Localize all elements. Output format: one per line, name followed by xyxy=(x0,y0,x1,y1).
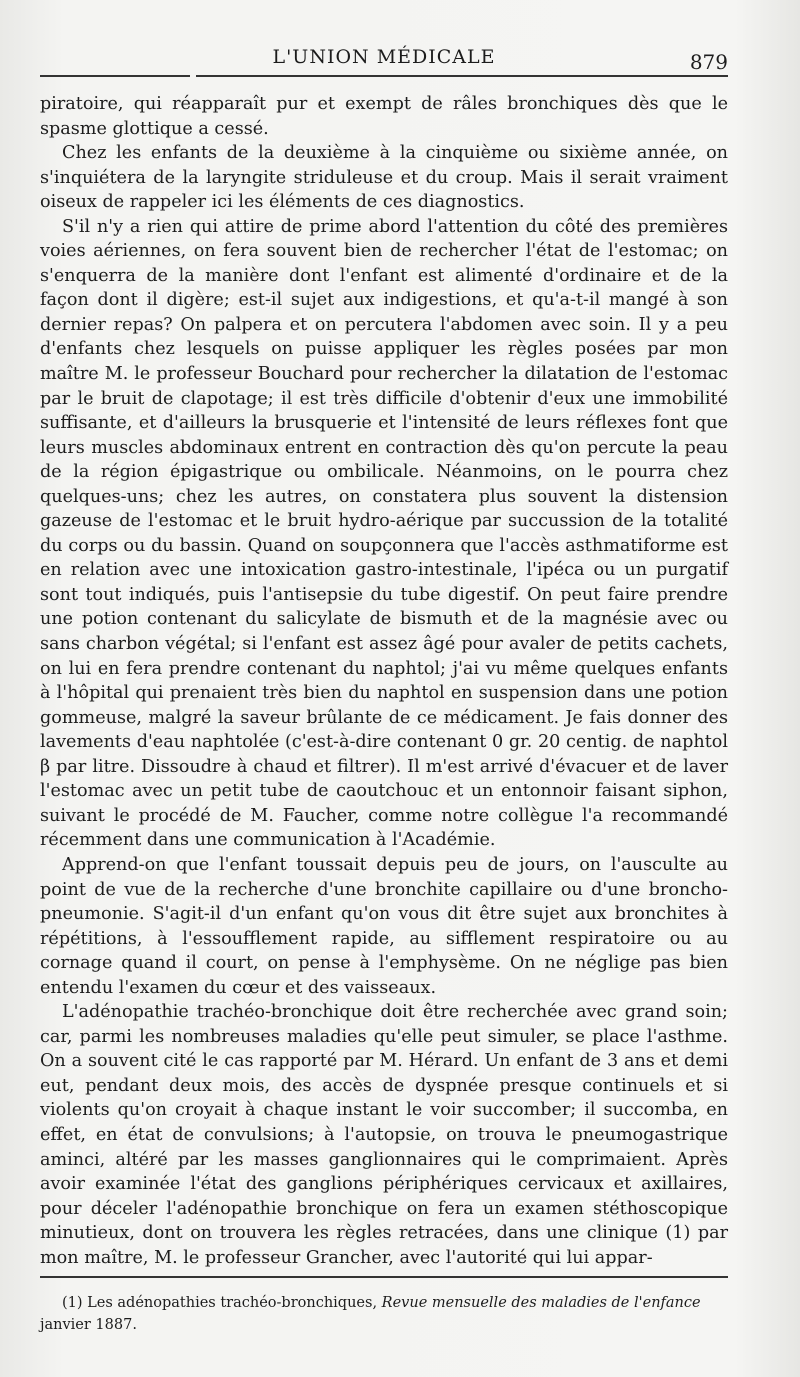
paragraph: L'adénopathie trachéo-bronchique doit être recherchée avec grand soin; car, parmi les nombreuses maladies qu'elle peut simuler, se place l'asthme. On a souvent cité le cas rapporté par M. Hérard. Un enfant de 3 ans et demi eut, pendant deux mois, des accès de dyspnée presque continuels et si violents qu'on croyait à chaque instant le voir succomber; il succomba, en effet, en état de convulsions; à l'autopsie, on trouva le pneumogastrique aminci, altéré par les masses ganglionnaires qui le comprimaient. Après avoir examinée l'état des ganglions périphériques cervicaux et axillaires, pour déceler l'adénopathie bronchique on fera un examen stéthoscopique minutieux, dont on trouvera les règles retracées, dans une clinique (1) par mon maître, M. le professeur Grancher, avec l'autorité qui lui appar- xyxy=(40,1002,728,1268)
paragraph: Chez les enfants de la deuxième à la cinquième ou sixième année, on s'inquiétera de la laryngite striduleuse et du croup. Mais il serait vraiment oiseux de rappeler ici les éléments de ces diagnostics. xyxy=(40,143,728,213)
running-title: L'UNION MÉDICALE xyxy=(272,46,496,68)
header-rule-left xyxy=(40,75,190,77)
paragraph: Apprend-on que l'enfant toussait depuis peu de jours, on l'ausculte au point de vue de la recherche d'une bronchite capillaire ou d'une broncho-pneumonie. S'agit-il d'un enfant qu'on vous dit être sujet aux bronchites à répétitions, à l'essoufflement rapide, au sifflement respiratoire ou au cornage quand il court, on pense à l'emphysème. On ne néglige pas bien entendu l'examen du cœur et des vaisseaux. xyxy=(40,854,728,998)
footnote-date: janvier 1887. xyxy=(40,1317,137,1333)
footnote-lead: (1) Les adénopathies trachéo-bronchiques, xyxy=(62,1295,378,1311)
header-rule-right xyxy=(196,75,728,77)
paragraph-continuation: piratoire, qui réapparaît pur et exempt de râles bronchiques dès que le spasme glottique a cessé. xyxy=(40,94,728,139)
footnote xyxy=(40,1292,728,1336)
footnote-rule xyxy=(40,1276,728,1278)
footnote-journal: Revue mensuelle des maladies de l'enfance xyxy=(381,1295,701,1311)
body-text xyxy=(40,92,728,1270)
footnote-line xyxy=(40,1292,728,1314)
page-number: 879 xyxy=(689,50,728,74)
paragraph: S'il n'y a rien qui attire de prime abord l'attention du côté des premières voies aériennes, on fera souvent bien de rechercher l'état de l'estomac; on s'enquerra de la manière dont l'enfant est alimenté d'ordinaire et de la façon dont il digère; est-il sujet aux indigestions, et qu'a-t-il mangé à son dernier repas? On palpera et on percutera l'abdomen avec soin. Il y a peu d'enfants chez lesquels on puisse appliquer les règles posées par mon maître M. le professeur Bouchard pour rechercher la dilatation de l'estomac par le bruit de clapotage; il est très difficile d'obtenir d'eux une immobilité suffisante, et d'ailleurs la brusquerie et l'intensité de leurs réflexes font que leurs muscles abdominaux entrent en contraction dès qu'on percute la peau de la région épigastrique ou ombilicale. Néanmoins, on le pourra chez quelques-uns; chez les autres, on constatera plus souvent la distension gazeuse de l'estomac et le bruit hydro-aérique par succussion de la totalité du corps ou du bassin. Quand on soupçonnera que l'accès asthmatiforme est en relation avec une intoxication gastro-intestinale, l'ipéca ou un purgatif sont tout indiqués, puis l'antisepsie du tube digestif. On peut faire prendre une potion contenant du salicylate de bismuth et de la magnésie avec ou sans charbon végétal; si l'enfant est assez âgé pour avaler de petits cachets, on lui en fera prendre contenant du naphtol; j'ai vu même quelques enfants à l'hôpital qui prenaient très bien du naphtol en suspension dans une potion gommeuse, malgré la saveur brûlante de ce médicament. Je fais donner des lavements d'eau naphtolée (c'est-à-dire contenant 0 gr. 20 centig. de naphtol β par litre. Dissoudre à chaud et filtrer). Il m'est arrivé d'évacuer et de laver l'estomac avec un petit tube de caoutchouc et un entonnoir faisant siphon, suivant le procédé de M. Faucher, comme notre collègue l'a recommandé récemment dans une communication à l'Académie. xyxy=(40,216,728,851)
page-header xyxy=(40,44,728,76)
